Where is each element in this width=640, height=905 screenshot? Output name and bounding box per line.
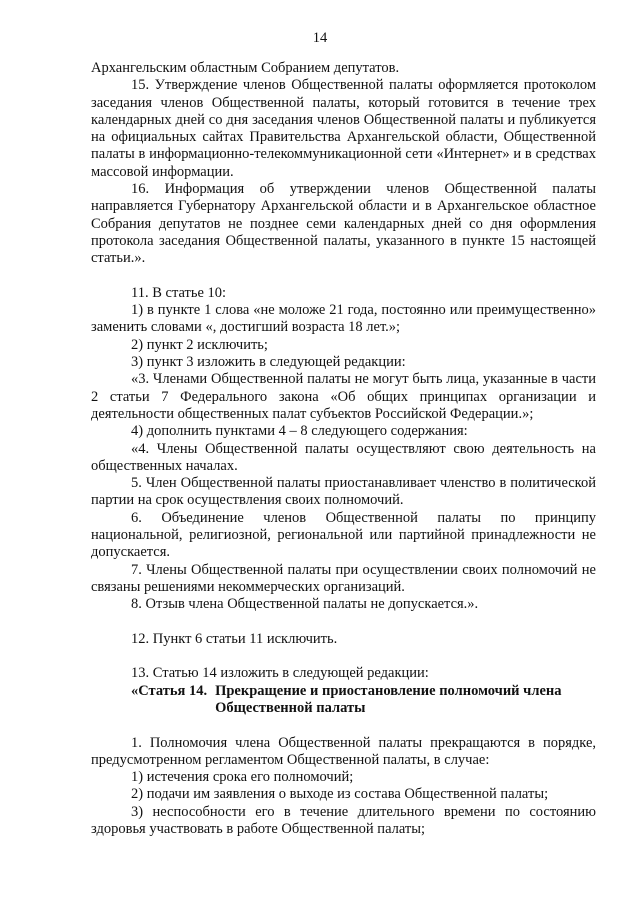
paragraph-section-11: 11. В статье 10: [131, 284, 227, 301]
quoted-paragraph: «3. Членами Общественной палаты не могут быть лица, указанные в части 2 статьи 7 Федерального закона «Об общих принципах организации и деятельности общественных палат субъектов Российской Федерации.»; [91, 371, 596, 422]
document-body [91, 60, 596, 838]
paragraph-continuation: Архангельским областным Собранием депутатов. [91, 60, 400, 76]
list-item: 1) в пункте 1 слова «не моложе 21 года, постоянно или преимущественно» заменить словами «, достигший возраста 18 лет.»; [91, 302, 596, 336]
list-item: 4) дополнить пунктами 4 – 8 следующего содержания: [131, 423, 468, 440]
quoted-paragraph: 7. Члены Общественной палаты при осуществлении своих полномочий не связаны решениями некоммерческих организаций. [91, 561, 596, 595]
quoted-paragraph: 5. Член Общественной палаты приостанавливает членство в политической партии на срок осуществления своих полномочий. [91, 475, 596, 509]
quoted-paragraph: «4. Члены Общественной палаты осуществляют свою деятельность на общественных началах. [91, 440, 596, 474]
page-number: 14 [312, 30, 328, 46]
article-heading-title: Прекращение и приостановление полномочий члена Общественной палаты [215, 682, 562, 716]
paragraph-section-12: 12. Пункт 6 статьи 11 исключить. [131, 630, 338, 647]
quoted-paragraph: 6. Объединение членов Общественной палаты по принципу национальной, религиозной, региональной или партийной принадлежности не допускается. [91, 509, 596, 561]
article-heading-label: «Статья 14. [131, 682, 208, 699]
paragraph-item-15: 15. Утверждение членов Общественной палаты оформляется протоколом заседания членов Общественной палаты, который готовится в течение трех календарных дней со дня заседания членов Общественной палаты и публикуется на официальных сайтах Правительства Архангельской области, Общественной палаты в информационно-телекоммуникационной сети «Интернет» и в средствах массовой информации. [91, 77, 596, 180]
paragraph-section-13: 13. Статью 14 изложить в следующей редакции: [131, 665, 429, 682]
list-item: 3) пункт 3 изложить в следующей редакции: [131, 354, 406, 371]
list-item: 1. Полномочия члена Общественной палаты прекращаются в порядке, предусмотренном регламентом Общественной палаты, в случае: [91, 734, 596, 768]
list-item: 2) пункт 2 исключить; [131, 336, 268, 353]
quoted-paragraph: 8. Отзыв члена Общественной палаты не допускается.». [131, 596, 479, 613]
list-item: 3) неспособности его в течение длительного времени по состоянию здоровья участвовать в работе Общественной палаты; [91, 803, 596, 838]
article-heading [91, 683, 596, 718]
paragraph-item-16: 16. Информация об утверждении членов Общественной палаты направляется Губернатору Архангельской области и в Архангельское областное Собрания депутатов не позднее семи календарных дней со дня оформления протокола заседания Общественной палаты, указанного в пункте 15 настоящей статьи.». [91, 181, 596, 267]
list-item: 1) истечения срока его полномочий; [131, 769, 354, 786]
list-item: 2) подачи им заявления о выходе из состава Общественной палаты; [131, 786, 549, 803]
